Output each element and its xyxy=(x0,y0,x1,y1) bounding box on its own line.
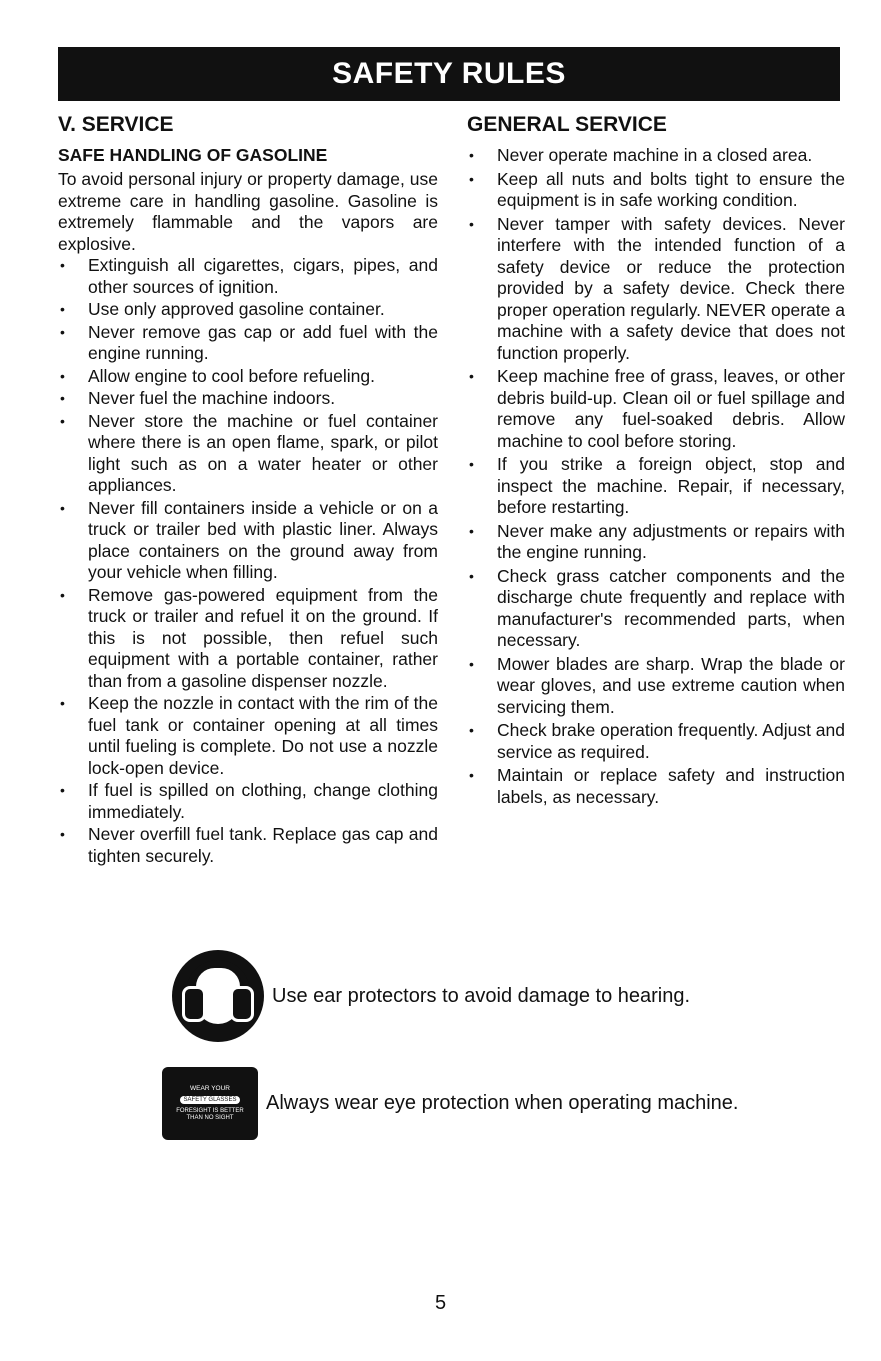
right-column xyxy=(467,113,845,810)
list-item: • If fuel is spilled on clothing, change clothing immediately. xyxy=(58,780,438,823)
icon-label: THAN NO SIGHT xyxy=(186,1115,234,1121)
list-item: • Use only approved gasoline container. xyxy=(58,299,438,321)
general-service-list xyxy=(467,145,845,808)
list-item: • Check grass catcher components and the discharge chute frequently and replace with manufacturer's recommended parts, when necessary. xyxy=(467,566,845,652)
icon-label: FORESIGHT IS BETTER xyxy=(176,1108,244,1114)
gasoline-rules-list xyxy=(58,255,438,867)
list-item: • Never fuel the machine indoors. xyxy=(58,388,438,410)
list-item: • Never store the machine or fuel container where there is an open flame, spark, or pilot light such as on a water heater or other appliances. xyxy=(58,411,438,497)
list-item: • Remove gas-powered equipment from the truck or trailer and refuel it on the ground. If this is not possible, then refuel such equipment with a portable container, rather than from a gasoline dispenser nozzle. xyxy=(58,585,438,693)
list-item: • Extinguish all cigarettes, cigars, pipes, and other sources of ignition. xyxy=(58,255,438,298)
intro-paragraph: To avoid personal injury or property damage, use extreme care in handling gasoline. Gasoline is extremely flammable and the vapors are explosive. xyxy=(58,169,438,254)
list-item: • Mower blades are sharp. Wrap the blade or wear gloves, and use extreme caution when servicing them. xyxy=(467,654,845,719)
list-item: • Never make any adjustments or repairs with the engine running. xyxy=(467,521,845,564)
page-number: 5 xyxy=(434,1292,447,1314)
list-item: • Never tamper with safety devices. Never interfere with the intended function of a safety device or reduce the protection provided by a safety device. Check there proper operation regularly. NEVER operate a machine with a safety device that does not function properly. xyxy=(467,214,845,365)
eye-protection-notice xyxy=(162,1067,738,1140)
list-item: • Never overfill fuel tank. Replace gas cap and tighten securely. xyxy=(58,824,438,867)
list-item: • Never remove gas cap or add fuel with the engine running. xyxy=(58,322,438,365)
ear-notice-text: Use ear protectors to avoid damage to hearing. xyxy=(272,984,691,1007)
safety-glasses-icon xyxy=(162,1067,258,1140)
list-item: • Allow engine to cool before refueling. xyxy=(58,366,438,388)
icon-label: WEAR YOUR xyxy=(190,1085,230,1092)
list-item: • Never operate machine in a closed area. xyxy=(467,145,845,167)
list-item: • Never fill containers inside a vehicle or on a truck or trailer bed with plastic liner. Always place containers on the ground away from your vehicle when filling. xyxy=(58,498,438,584)
section-heading: V. SERVICE xyxy=(58,113,174,136)
list-item: • If you strike a foreign object, stop and inspect the machine. Repair, if necessary, before restarting. xyxy=(467,454,845,519)
list-item: • Keep machine free of grass, leaves, or other debris build-up. Clean oil or fuel spillage and remove any fuel-soaked debris. Allow machine to cool before storing. xyxy=(467,366,845,452)
list-item: • Maintain or replace safety and instruction labels, as necessary. xyxy=(467,765,845,808)
section-heading: GENERAL SERVICE xyxy=(467,113,667,136)
page-banner: SAFETY RULES xyxy=(58,47,840,101)
eye-notice-text: Always wear eye protection when operating machine. xyxy=(266,1092,739,1114)
icon-label: SAFETY GLASSES xyxy=(180,1096,241,1104)
list-item: • Check brake operation frequently. Adjust and service as required. xyxy=(467,720,845,763)
list-item: • Keep all nuts and bolts tight to ensure the equipment is in safe working condition. xyxy=(467,169,845,212)
left-column xyxy=(58,113,438,868)
subsection-heading: SAFE HANDLING OF GASOLINE xyxy=(58,145,328,165)
ear-protection-notice xyxy=(172,950,690,1042)
list-item: • Keep the nozzle in contact with the rim of the fuel tank or container opening at all times until fueling is complete. Do not use a nozzle lock-open device. xyxy=(58,693,438,779)
ear-protector-icon xyxy=(172,950,264,1042)
